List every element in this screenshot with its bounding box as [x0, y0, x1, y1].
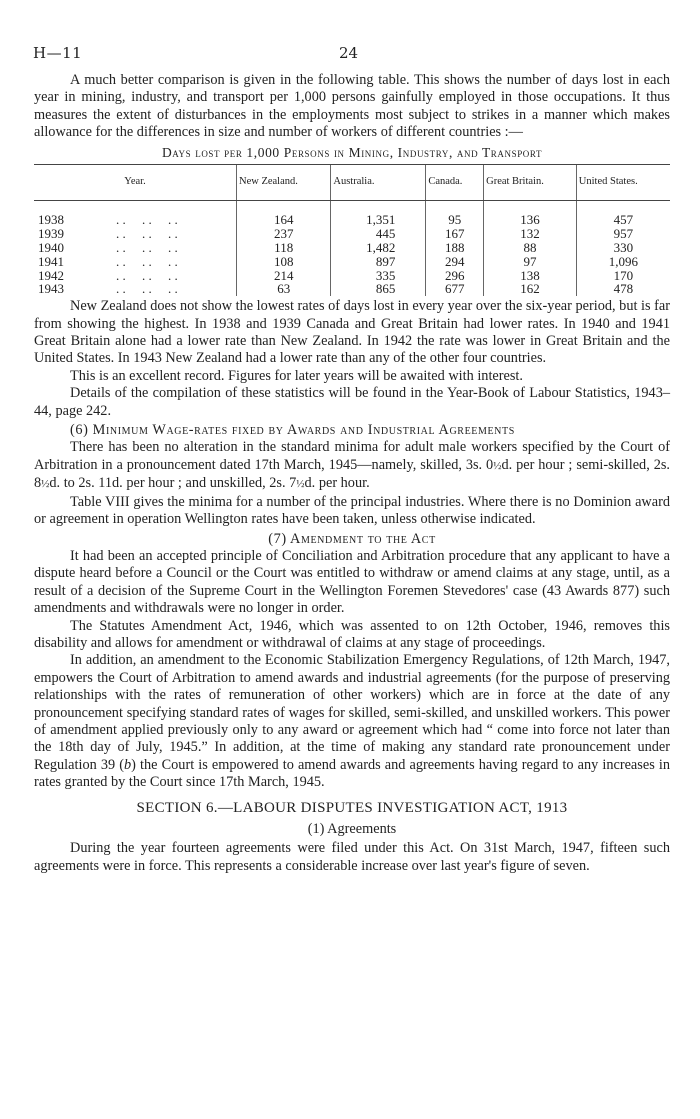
paragraph-details: Details of the compilation of these statistics will be found in the Year-Book of Labour Statistics, 1943–44, page 242. — [34, 385, 670, 419]
col-header-year: Year. — [34, 165, 237, 201]
cell-au: 1,351 — [331, 201, 426, 227]
cell-gb: 138 — [484, 269, 577, 283]
cell-ca: 677 — [426, 282, 484, 296]
page-body — [34, 72, 670, 875]
paragraph-statutes-act: The Statutes Amendment Act, 1946, which was assented to on 12th October, 1946, removes this disability and allows for amendment or withdrawal of claims at any stage of proceedings. — [34, 617, 670, 651]
cell-gb: 132 — [484, 227, 577, 241]
cell-gb: 162 — [484, 282, 577, 296]
col-header-australia: Australia. — [331, 165, 426, 201]
cell-year: 1942 . . . . . . — [38, 267, 178, 283]
intro-paragraph: A much better comparison is given in the following table. This shows the number of days lost in each year in mining, industry, and transport per 1,000 persons gainfully employed in those occupations. It thus measures the extent of disturbances in the employments most subject to strikes in a manner which makes allowance for the differences in size and number of workers of different countries :— — [34, 72, 670, 141]
section-6-heading: SECTION 6.—LABOUR DISPUTES INVESTIGATION ACT, 1913 — [136, 799, 568, 816]
col-header-canada: Canada. — [426, 165, 484, 201]
cell-gb: 88 — [484, 241, 577, 255]
cell-us: 1,096 — [576, 255, 670, 269]
table-row — [34, 282, 670, 296]
col-header-new-zealand: New Zealand. — [237, 165, 331, 201]
cell-ca: 294 — [426, 255, 484, 269]
cell-nz: 108 — [237, 255, 331, 269]
table-row — [34, 227, 670, 241]
cell-nz: 237 — [237, 227, 331, 241]
cell-year: 1943 . . . . . . — [38, 281, 178, 297]
table-header-row — [34, 165, 670, 201]
cell-gb: 97 — [484, 255, 577, 269]
cell-us: 457 — [576, 201, 670, 227]
cell-nz: 63 — [237, 282, 331, 296]
cell-ca: 188 — [426, 241, 484, 255]
cell-nz: 118 — [237, 241, 331, 255]
heading-minimum-wage: (6) Minimum Wage-rates fixed by Awards and Industrial Agreements — [70, 422, 515, 439]
paragraph-regulations: In addition, an amendment to the Economic Stabilization Emergency Regulations, of 12th March, 1947, empowers the Court of Arbitration to amend awards and industrial agreements (for the purpose of preserving relationships with the rates of remuneration of other workers) which are in force at the date of any pronouncement specifying standard rates of wages for skilled, semi-skilled, and unskilled workers. This power of amendment applied previously only to any award or agreement which had “ come into force not later than the 18th day of July, 1945.” In addition, at the time of making any standard rate pronouncement under Regulation 39 (b) the Court is empowered to amend awards and agreements having regard to any increases in rates granted by the Court since 17th March, 1945. — [34, 652, 670, 791]
col-header-great-britain: Great Britain. — [484, 165, 577, 201]
table-row — [34, 201, 670, 227]
heading-agreements: (1) Agreements — [307, 821, 397, 837]
paragraph-agreements: During the year fourteen agreements were filed under this Act. On 31st March, 1947, fifteen such agreements were in force. This represents a considerable increase over last year's figure of seven. — [34, 840, 670, 874]
paragraph-principle: It had been an accepted principle of Conciliation and Arbitration procedure that any applicant to have a dispute heard before a Council or the Court was entitled to withdraw or amend claims at any stage, until, as a result of a decision of the Supreme Court in the Wellington Foremen Stevedores' case (43 Awards 877) such amendments and withdrawals were no longer in order. — [34, 547, 670, 617]
cell-year: 1939 . . . . . . — [38, 226, 178, 242]
cell-ca: 95 — [426, 201, 484, 227]
table-row — [34, 255, 670, 269]
cell-year: 1941 . . . . . . — [38, 253, 178, 269]
cell-us: 957 — [576, 227, 670, 241]
cell-au: 445 — [331, 227, 426, 241]
table-row — [34, 269, 670, 283]
table-row — [34, 241, 670, 255]
table-title: Days lost per 1,000 Persons in Mining, Industry, and Transport — [161, 144, 543, 160]
page-number: 24 — [339, 44, 359, 62]
cell-gb: 136 — [484, 201, 577, 227]
cell-au: 335 — [331, 269, 426, 283]
cell-au: 897 — [331, 255, 426, 269]
document-code: H—11 — [33, 44, 83, 62]
cell-au: 865 — [331, 282, 426, 296]
days-lost-table — [34, 164, 670, 296]
cell-us: 330 — [576, 241, 670, 255]
heading-amendment: (7) Amendment to the Act — [268, 530, 436, 547]
cell-us: 478 — [576, 282, 670, 296]
paragraph-table-viii: Table VIII gives the minima for a number of the principal industries. Where there is no Dominion award or agreement in operation Wellington rates have been taken, unless otherwise indicated. — [34, 493, 670, 528]
col-header-united-states: United States. — [576, 165, 670, 201]
cell-year: 1938 . . . . . . — [38, 212, 178, 228]
paragraph-record: This is an excellent record. Figures for later years will be awaited with interest. — [70, 367, 523, 384]
paragraph-comparison: New Zealand does not show the lowest rates of days lost in every year over the six-year period, but is far from showing the highest. In 1938 and 1939 Canada and Great Britain had lower rates. In 1940 and 1941 Great Britain alone had a lower rate than New Zealand. In 1942 the rate was lower in Great Britain and the United States. In 1943 New Zealand had a lower rate than any of the other four countries. — [34, 298, 670, 367]
cell-ca: 167 — [426, 227, 484, 241]
cell-year: 1940 . . . . . . — [38, 240, 178, 256]
cell-au: 1,482 — [331, 241, 426, 255]
paragraph-minima: There has been no alteration in the standard minima for adult male workers specified by the Court of Arbitration in a pronouncement dated 17th March, 1945—namely, skilled, 3s. 0½d. per hour ; semi-skilled, 2s. 8½d. to 2s. 11d. per hour ; and unskilled, 2s. 7½d. per hour. — [34, 439, 670, 492]
cell-us: 170 — [576, 269, 670, 283]
cell-nz: 214 — [237, 269, 331, 283]
cell-nz: 164 — [237, 201, 331, 227]
cell-ca: 296 — [426, 269, 484, 283]
